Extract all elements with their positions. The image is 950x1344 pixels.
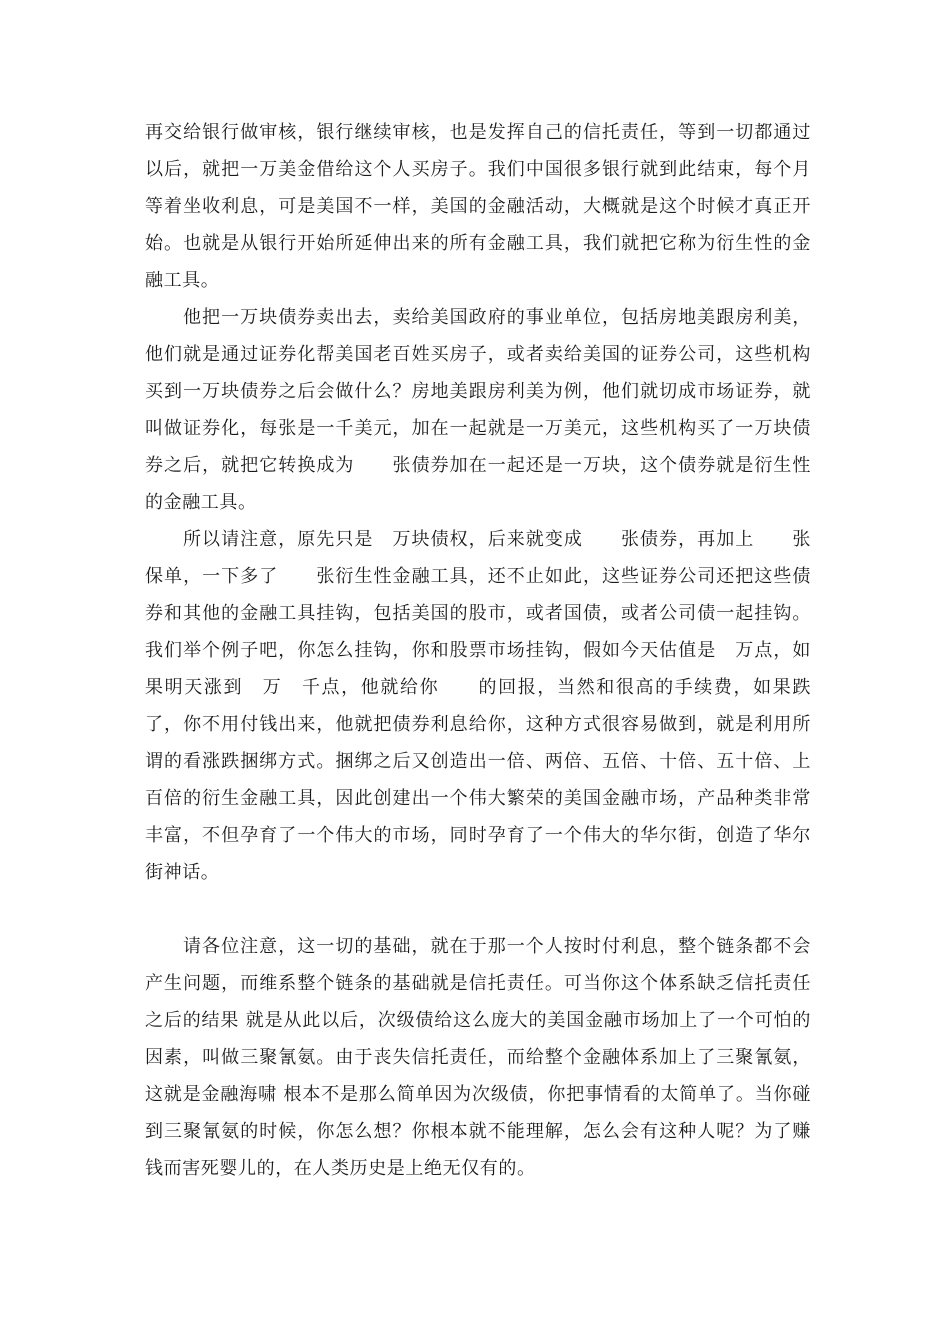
paragraph-4: 请各位注意，这一切的基础，就在于那一个人按时付利息，整个链条都不会产生问题，而维系整个链条的基础就是信托责任。可当你这个体系缺乏信托责任之后的结果 就是从此以后，次级债给这么庞大的美国金融市场加上了一个可怕的因素，叫做三聚氰氨。由于丧失信托责任，而给整个金融体系加上了三聚氰氨，这就是金融海啸 根本不是那么简单因为次级债，你把事情看的太简单了。当你碰到三聚氰氨的时候，你怎么想？你根本就不能理解，怎么会有这种人呢？为了赚钱而害死婴儿的，在人类历史是上绝无仅有的。	[145, 936, 811, 1179]
paragraph-3: 所以请注意，原先只是 万块债权，后来就变成 张债券，再加上 张保单，一下多了 张衍生性金融工具，还不止如此，这些证券公司还把这些债券和其他的金融工具挂钩，包括美国的股市，或者国债，或者公司债一起挂钩。我们举个例子吧，你怎么挂钩，你和股票市场挂钩，假如今天估值是 万点，如果明天涨到 万 千点，他就给你 的回报，当然和很高的手续费，如果跌了，你不用付钱出来，他就把债券利息给你，这种方式很容易做到，就是利用所谓的看涨跌捆绑方式。捆绑之后又创造出一倍、两倍、五倍、十倍、五十倍、上百倍的衍生金融工具，因此创建出一个伟大繁荣的美国金融市场，产品种类非常丰富，不但孕育了一个伟大的市场，同时孕育了一个伟大的华尔街，创造了华尔街神话。	[145, 529, 811, 883]
paragraph-gap	[145, 891, 811, 928]
document-page	[145, 114, 811, 1187]
paragraph-2: 他把一万块债券卖出去，卖给美国政府的事业单位，包括房地美跟房利美，他们就是通过证券化帮美国老百姓买房子，或者卖给美国的证券公司，这些机构买到一万块债券之后会做什么？房地美跟房利美为例，他们就切成市场证券，就叫做证券化，每张是一千美元，加在一起就是一万美元，这些机构买了一万块债券之后，就把它转换成为 张债券加在一起还是一万块，这个债券就是衍生性的金融工具。	[145, 307, 811, 513]
paragraph-1: 再交给银行做审核，银行继续审核，也是发挥自己的信托责任，等到一切都通过以后，就把一万美金借给这个人买房子。我们中国很多银行就到此结束，每个月等着坐收利息，可是美国不一样，美国的金融活动，大概就是这个时候才真正开始。也就是从银行开始所延伸出来的所有金融工具，我们就把它称为衍生性的金融工具。	[145, 122, 811, 291]
